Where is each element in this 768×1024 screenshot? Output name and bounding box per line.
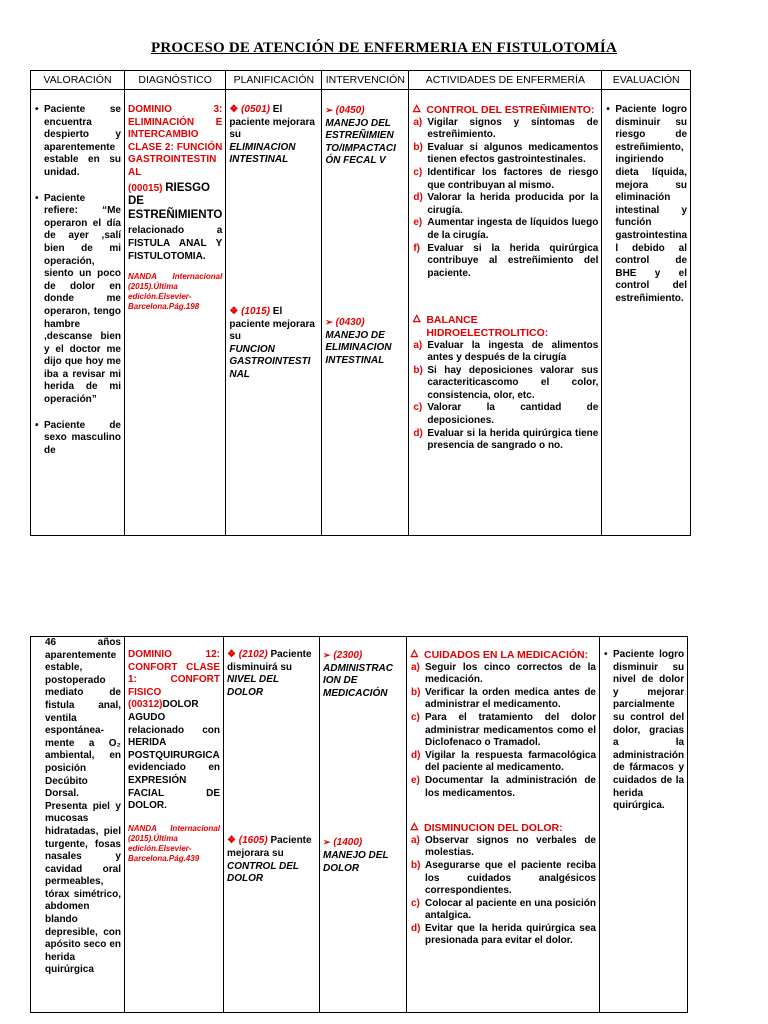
- diagnostico-code: (00015): [128, 182, 163, 194]
- intervencion-item: [325, 316, 405, 367]
- actividad-list: a) Observar signos no verbales de molestias. b) Asegurarse que el paciente reciba los cuidados analgésicos correspondientes. c) Colocar al paciente en una posición antalgica. d) Evitar que la herida quirúrgica sea presionada para evitar el dolor.: [411, 834, 596, 947]
- nanda-reference: NANDA Internacional (2015).Última edición.Elsevier-Barcelona.Pág.198: [128, 272, 223, 312]
- diagnostico-dominio: DOMINIO 3: ELIMINACIÓN E INTERCAMBIO CLASE 2: FUNCIÓN GASTROINTESTIN AL: [128, 104, 223, 178]
- intervencion-label: MANEJO DEL ESTREÑIMIEN TO/IMPACTACI ÓN FECAL V: [325, 117, 396, 167]
- valoracion-text: 46 años aparentemente estable, postoperado mediato de fistula anal, ventila espontánea-mente a O₂ ambiental, en posición Decúbito Dorsal. Presenta piel y mucosas hidratadas, piel turgente, fosas nasales y cavidad oral permeables, tórax simétrico, abdomen blando depresible, con apósito seco en herida quirúrgica: [45, 637, 121, 976]
- planificacion-text: Paciente mejorara su: [227, 835, 312, 859]
- planificacion-label: FUNCION GASTROINTESTI NAL: [229, 343, 311, 380]
- intervencion-item: [325, 104, 405, 168]
- header-evaluacion: EVALUACIÓN: [602, 71, 691, 90]
- diagnostico-dominio: DOMINIO 12: CONFORT CLASE 1: CONFORT FISICO: [128, 649, 220, 698]
- planificacion-label: ELIMINACION INTESTINAL: [229, 141, 296, 166]
- arrow-icon: ➢: [325, 316, 333, 327]
- flame-icon: 🜂: [410, 649, 419, 660]
- intervencion-code: (0450): [335, 105, 365, 116]
- diagnostico-detail: relacionado con HERIDA POSTQUIRURGICA evidenciado en EXPRESIÓN FACIAL DE DOLOR.: [128, 724, 220, 812]
- diamond-icon: ❖: [227, 835, 236, 847]
- actividades-cell: [409, 90, 602, 536]
- planificacion-code: (1015): [241, 305, 270, 317]
- valoracion-cell: [31, 90, 125, 536]
- diagnostico-detail: relacionado a FISTULA ANAL Y FISTULOTOMIA.: [128, 225, 223, 262]
- intervencion-item: [323, 649, 403, 700]
- diamond-icon: ❖: [229, 305, 239, 317]
- actividad-title: 🜂 CUIDADOS EN LA MEDICACIÓN:: [410, 649, 589, 661]
- intervencion-label: MANEJO DEL DOLOR: [323, 849, 389, 874]
- evaluacion-cell: [602, 90, 691, 536]
- planificacion-code: (0501): [241, 104, 270, 115]
- actividad-list: a) Seguir los cinco correctos de la medicación. b) Verificar la orden medica antes de administrar el medicamento. c) Para el tratamiento del dolor administrar medicamentos como el Diclofenaco o Tramadol. d) Vigilar la respuesta farmacológica del paciente al medicamento. e) Documentar la administración de los medicamentos.: [411, 661, 596, 799]
- actividad-title: 🜂 DISMINUCION DEL DOLOR:: [410, 822, 563, 835]
- header-intervencion: INTERVENCIÓN: [322, 71, 409, 90]
- planificacion-code: (2102): [238, 649, 268, 660]
- document-title: PROCESO DE ATENCIÓN DE ENFERMERIA EN FISTULOTOMÍA: [151, 40, 617, 56]
- valoracion-item: • Paciente se encuentra despierto y aparentemente estable en su unidad.: [44, 104, 121, 180]
- flame-icon: 🜂: [412, 104, 422, 115]
- planificacion-cell: [224, 637, 320, 1013]
- table-row: [31, 90, 691, 536]
- diagnostico-cell: [125, 90, 226, 536]
- diamond-icon: ❖: [229, 104, 239, 115]
- intervencion-cell: [322, 90, 409, 536]
- header-planificacion: PLANIFICACIÓN: [226, 71, 322, 90]
- evaluacion-text: • Paciente logro disminuir su nivel de dolor y mejorar parcialmente su control del dolor, gracias a la administración de fármacos y cuidados de la herida quirúrgica.: [613, 649, 684, 813]
- planificacion-text: El paciente mejorara su: [229, 104, 315, 141]
- arrow-icon: ➢: [325, 105, 333, 115]
- planificacion-text: Paciente disminuirá su: [227, 649, 312, 673]
- valoracion-item: • Paciente de sexo masculino de: [44, 420, 121, 458]
- diagnostico-label: DOLOR AGUDO: [128, 699, 199, 723]
- intervencion-cell: [320, 637, 407, 1013]
- actividad-title: 🜂 BALANCE HIDROELECTROLITICO:: [412, 314, 549, 339]
- planificacion-label: NIVEL DEL DOLOR: [227, 674, 279, 698]
- planificacion-cell: [226, 90, 322, 536]
- diagnostico-code: (00312): [128, 699, 163, 711]
- intervencion-code: (1400): [333, 837, 363, 849]
- planificacion-code: (1605): [238, 835, 268, 847]
- planificacion-item: [227, 835, 316, 885]
- valoracion-cell: [31, 637, 125, 1013]
- intervencion-item: [323, 836, 403, 875]
- flame-icon: 🜂: [410, 822, 419, 834]
- header-diagnostico: DIAGNÓSTICO: [125, 71, 226, 90]
- care-plan-table-1: [30, 70, 691, 536]
- evaluacion-cell: [600, 637, 688, 1013]
- header-row: [31, 71, 691, 90]
- arrow-icon: ➢: [323, 837, 331, 848]
- diamond-icon: ❖: [227, 649, 236, 660]
- planificacion-item: [229, 306, 318, 382]
- header-actividades: ACTIVIDADES DE ENFERMERÍA: [409, 71, 602, 90]
- intervencion-label: MANEJO DE ELIMINACION INTESTINAL: [325, 329, 392, 366]
- header-valoracion: VALORACIÓN: [31, 71, 125, 90]
- actividades-cell: [407, 637, 600, 1013]
- care-plan-table-2: [30, 636, 688, 1013]
- diagnostico-cell: [125, 637, 224, 1013]
- flame-icon: 🜂: [412, 314, 422, 326]
- planificacion-item: [229, 104, 318, 167]
- planificacion-item: [227, 649, 316, 699]
- actividad-list: a) Evaluar la ingesta de alimentos antes y después de la cirugía b) Si hay deposiciones valorar sus caracteriticascomo el color, consistencia, olor, etc. c) Valorar la cantidad de deposiciones. d) Evaluar si la herida quirúrgica tiene presencia de sangrado o no.: [413, 339, 599, 452]
- nanda-reference: NANDA Internacional (2015).Última edición.Elsevier-Barcelona.Pág.439: [128, 823, 220, 863]
- arrow-icon: ➢: [323, 650, 331, 660]
- actividad-title: 🜂 CONTROL DEL ESTREÑIMIENTO:: [412, 104, 595, 116]
- valoracion-item: • Paciente refiere: “Me operaron el día de ayer ,salí bien de mi operación, siento un poco de dolor en donde me operaron, tengo hambre ,descanse bien y el doctor me dijo que hoy me iba a revisar mi herida de mi operación”: [44, 193, 121, 407]
- evaluacion-text: • Paciente logro disminuir su riesgo de estreñimiento, ingiriendo dieta líquida, mejora su eliminación intestinal y función gastrointestina l debido al control de BHE y el control del estreñimiento.: [615, 104, 687, 306]
- intervencion-code: (0430): [335, 316, 365, 328]
- diagnostico-label: RIESGO DE ESTREÑIMIENTO: [128, 181, 223, 221]
- intervencion-code: (2300): [333, 650, 363, 661]
- planificacion-label: CONTROL DEL DOLOR: [227, 860, 299, 885]
- intervencion-label: ADMINISTRAC ION DE MEDICACIÓN: [323, 662, 393, 699]
- actividad-list: a) Vigilar signos y síntomas de estreñimiento. b) Evaluar si algunos medicamentos tienen efectos gastrointestinales. c) Identificar los factores de riesgo que contribuyan al mismo. d) Valorar la herida producida por la cirugía. e) Aumentar ingesta de líquidos luego de la cirugía. f) Evaluar si la herida quirúrgica contribuye al estreñimiento del paciente.: [413, 116, 599, 279]
- table-row: [31, 637, 688, 1013]
- planificacion-text: El paciente mejorara su: [229, 305, 315, 343]
